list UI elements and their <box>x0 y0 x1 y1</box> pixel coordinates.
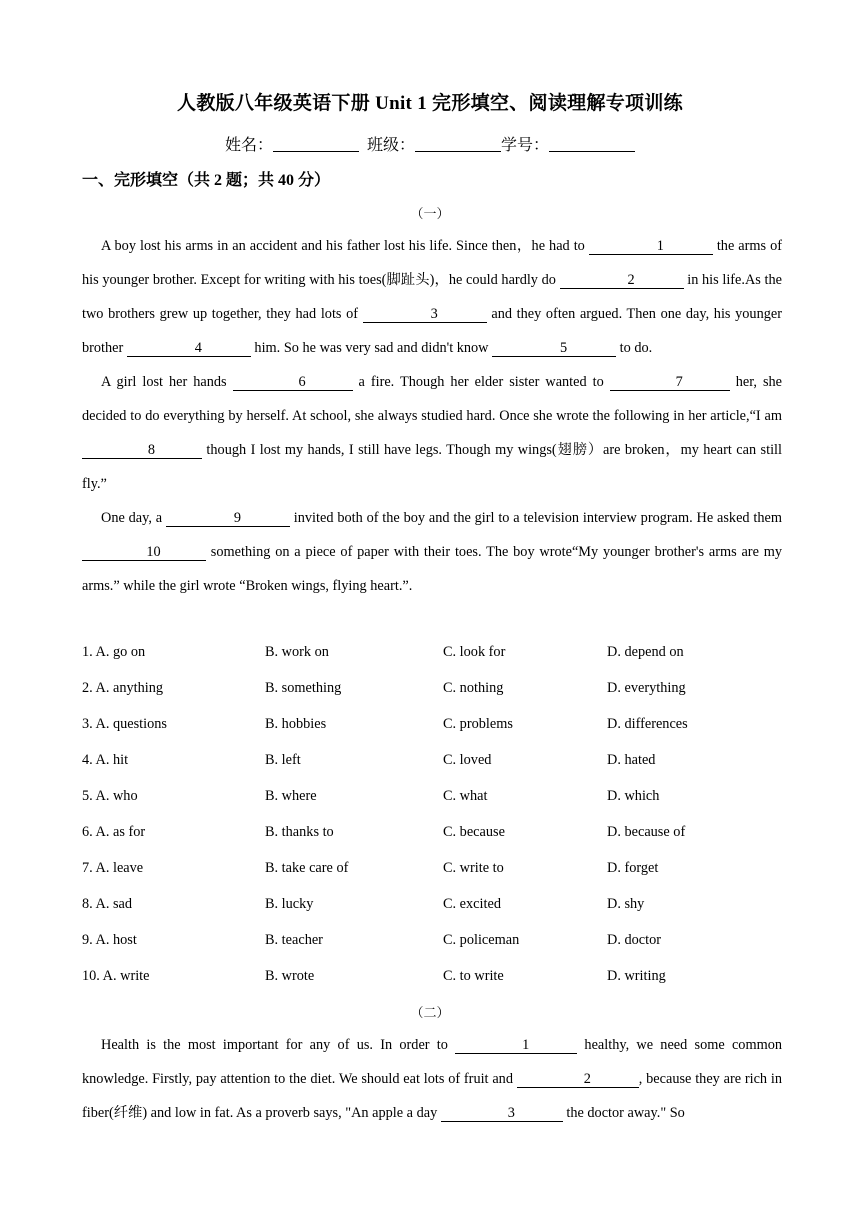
passage-text: healthy, we need some common knowledge. Firstly, pay attention to the diet. We should eat lots of fruit and <box>82 1037 782 1087</box>
passage-text: her, she decided to do everything by herself. At school, she always studied hard. Once she wrote the following in her article,“I am <box>82 374 783 424</box>
option-c[interactable]: C. what <box>443 788 488 804</box>
class-label: 班级： <box>366 137 415 154</box>
option-a[interactable]: 2. A. anything <box>82 680 164 696</box>
name-blank[interactable] <box>273 136 359 152</box>
passage-paragraph <box>82 501 782 603</box>
option-d[interactable]: D. because of <box>607 824 686 840</box>
passage-text: a fire. Though her elder sister wanted to <box>352 374 610 390</box>
option-d[interactable]: D. depend on <box>607 644 684 660</box>
option-d[interactable]: D. doctor <box>607 932 661 948</box>
page-title: 人教版八年级英语下册 Unit 1 完形填空、阅读理解专项训练 <box>177 93 683 114</box>
option-a[interactable]: 4. A. hit <box>82 752 129 768</box>
cloze-passage-one <box>82 229 782 603</box>
option-b[interactable]: B. left <box>265 752 301 768</box>
option-b[interactable]: B. thanks to <box>265 824 334 840</box>
part-two-label: （二） <box>410 1005 450 1020</box>
passage-text: invited both of the boy and the girl to a television interview program. He asked them <box>289 510 782 526</box>
passage-paragraph <box>82 229 782 365</box>
option-a[interactable]: 10. A. write <box>82 968 150 984</box>
passage-text: One day, a <box>101 510 166 526</box>
option-c[interactable]: C. write to <box>443 860 504 876</box>
section-heading: 一、完形填空（共 2 题；共 40 分） <box>82 172 331 189</box>
passage-text: and they often argued. Then one day, his younger brother <box>82 306 782 356</box>
option-c[interactable]: C. excited <box>443 896 501 912</box>
option-d[interactable]: D. everything <box>607 680 686 696</box>
cloze-passage-two <box>82 1028 782 1130</box>
name-label: 姓名： <box>224 137 273 154</box>
blank-9[interactable]: 9 <box>166 510 290 527</box>
passage-text: , because they are rich in fiber(纤维) and low in fat. As a proverb says, "An apple a day <box>82 1071 782 1121</box>
passage-paragraph <box>82 365 782 501</box>
blank-6[interactable]: 6 <box>233 374 353 391</box>
passage-text: the arms of his younger brother. Except for writing with his toes(脚趾头)，he could hardly do <box>82 238 783 288</box>
blank-3[interactable]: 3 <box>363 306 487 323</box>
passage-text: in his life.As the two brothers grew up together, they had lots of <box>82 272 782 322</box>
passage-text: the doctor away." So <box>562 1105 685 1121</box>
option-b[interactable]: B. hobbies <box>265 716 327 732</box>
option-c[interactable]: C. nothing <box>443 680 504 696</box>
blank-10[interactable]: 10 <box>82 544 206 561</box>
blank-1[interactable]: 1 <box>589 238 713 255</box>
blank-3[interactable]: 3 <box>441 1105 563 1122</box>
option-b[interactable]: B. teacher <box>265 932 323 948</box>
option-b[interactable]: B. wrote <box>265 968 315 984</box>
option-d[interactable]: D. writing <box>607 968 666 984</box>
passage-text: A boy lost his arms in an accident and his father lost his life. Since then，he had to <box>101 238 589 254</box>
option-a[interactable]: 1. A. go on <box>82 644 146 660</box>
blank-1[interactable]: 1 <box>455 1037 577 1054</box>
blank-7[interactable]: 7 <box>610 374 730 391</box>
option-d[interactable]: D. forget <box>607 860 659 876</box>
option-c[interactable]: C. problems <box>443 716 513 732</box>
student-info-line <box>0 132 860 155</box>
id-blank[interactable] <box>549 136 635 152</box>
option-a[interactable]: 8. A. sad <box>82 896 133 912</box>
option-c[interactable]: C. because <box>443 824 505 840</box>
blank-2[interactable]: 2 <box>560 272 684 289</box>
option-b[interactable]: B. work on <box>265 644 329 660</box>
id-label: 学号： <box>501 137 550 154</box>
blank-2[interactable]: 2 <box>517 1071 639 1088</box>
blank-5[interactable]: 5 <box>492 340 616 357</box>
option-a[interactable]: 6. A. as for <box>82 824 146 840</box>
option-d[interactable]: D. shy <box>607 896 645 912</box>
blank-4[interactable]: 4 <box>127 340 251 357</box>
option-d[interactable]: D. hated <box>607 752 656 768</box>
passage-text: Health is the most important for any of us. In order to <box>101 1037 456 1053</box>
option-a[interactable]: 7. A. leave <box>82 860 144 876</box>
option-a[interactable]: 5. A. who <box>82 788 138 804</box>
passage-text: though I lost my hands, I still have legs. Though my wings(翅膀）are broken，my heart can still fly.” <box>82 442 782 492</box>
option-b[interactable]: B. lucky <box>265 896 314 912</box>
option-c[interactable]: C. look for <box>443 644 506 660</box>
passage-paragraph <box>82 1028 782 1130</box>
option-b[interactable]: B. where <box>265 788 317 804</box>
option-c[interactable]: C. to write <box>443 968 504 984</box>
option-d[interactable]: D. differences <box>607 716 688 732</box>
option-a[interactable]: 9. A. host <box>82 932 137 948</box>
option-d[interactable]: D. which <box>607 788 660 804</box>
option-c[interactable]: C. loved <box>443 752 492 768</box>
passage-text: A girl lost her hands <box>101 374 233 390</box>
option-c[interactable]: C. policeman <box>443 932 520 948</box>
option-b[interactable]: B. something <box>265 680 342 696</box>
blank-8[interactable]: 8 <box>82 442 202 459</box>
option-a[interactable]: 3. A. questions <box>82 716 167 732</box>
class-blank[interactable] <box>415 136 501 152</box>
passage-text: him. So he was very sad and didn't know <box>250 340 493 356</box>
passage-text: something on a piece of paper with their toes. The boy wrote“My younger brother's arms are my arms.” while the girl wrote “Broken wings, flying heart.”. <box>82 544 782 594</box>
passage-text: to do. <box>616 340 653 356</box>
part-one-label: （一） <box>410 206 450 221</box>
option-b[interactable]: B. take care of <box>265 860 349 876</box>
